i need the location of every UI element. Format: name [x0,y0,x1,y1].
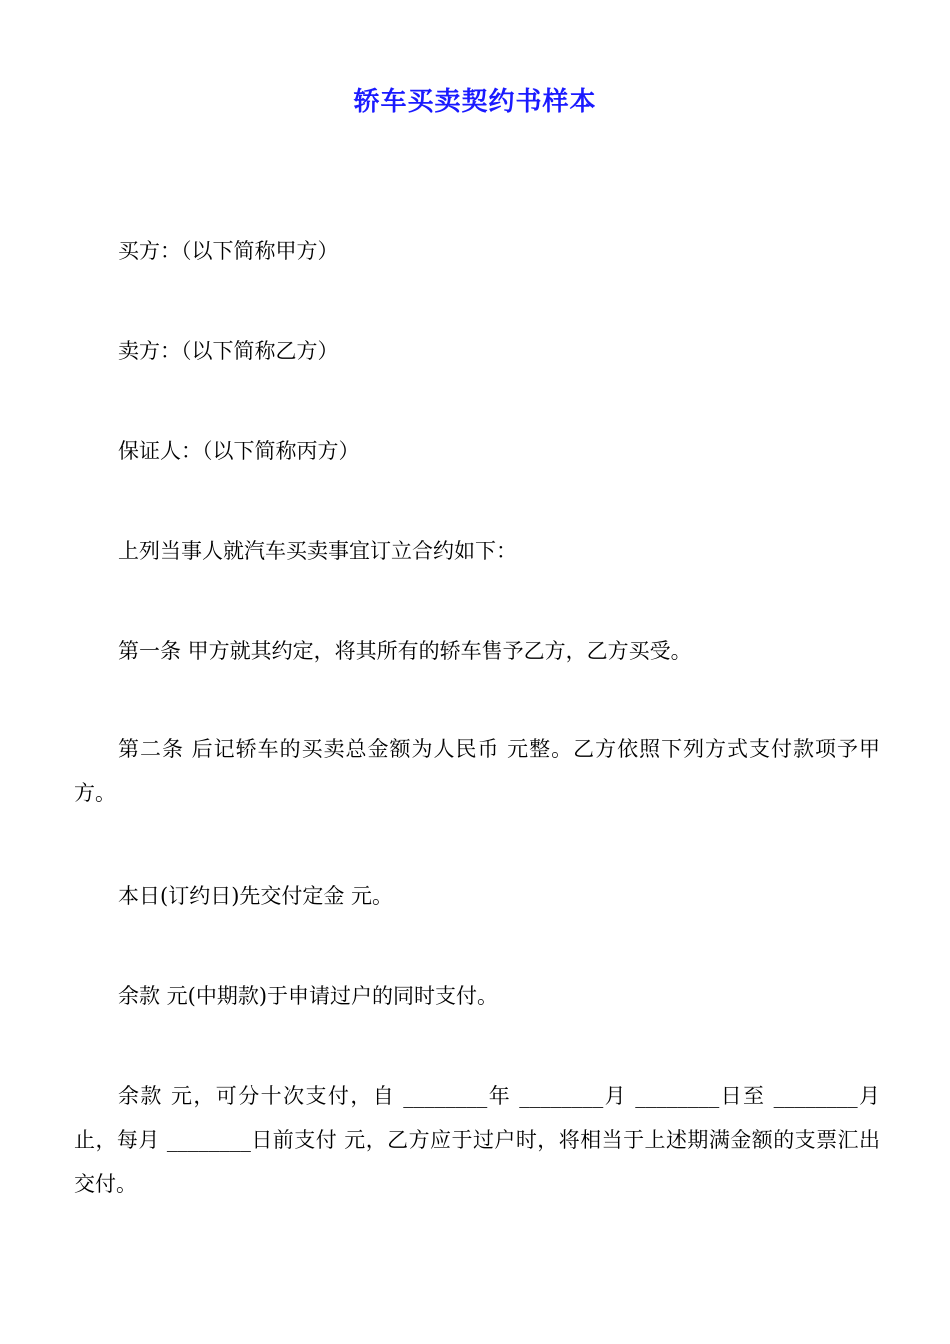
article-1: 第一条 甲方就其约定，将其所有的轿车售予乙方，乙方买受。 [118,639,692,663]
intro-paragraph: 上列当事人就汽车买卖事宜订立合约如下： [118,539,517,563]
guarantor-line: 保证人：（以下简称丙方） [118,439,360,463]
document-title: 轿车买卖契约书样本 [353,87,597,117]
installment-paragraph: 余款 元，可分十次支付，自 ________年 ________月 ________日至 ________月止，每月 ________日前支付 元，乙方应于过户时，将相当于上述期满金额的支票汇出交付。 [74,1084,880,1196]
midterm-payment-paragraph: 余款 元(中期款)于申请过户的同时支付。 [118,984,499,1008]
buyer-line: 买方：（以下简称甲方） [118,239,339,263]
seller-line: 卖方：（以下简称乙方） [118,339,339,363]
deposit-paragraph: 本日(订约日)先交付定金 元。 [118,884,394,908]
article-2: 第二条 后记轿车的买卖总金额为人民币 元整。乙方依照下列方式支付款项予甲方。 [74,737,880,805]
